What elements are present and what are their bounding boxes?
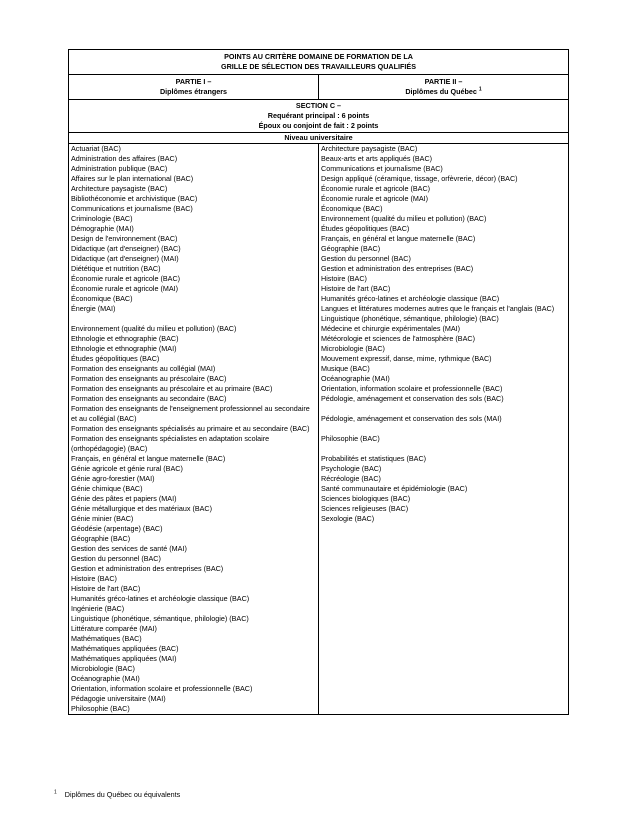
left-list-item: Ethnologie et ethnographie (MAI) xyxy=(71,344,177,353)
left-list-item: Économique (BAC) xyxy=(71,294,133,303)
right-list-item: Linguistique (phonétique, sémantique, philologie) (BAC) xyxy=(321,314,499,323)
right-list-item: Géographie (BAC) xyxy=(321,244,381,253)
left-list-item: Génie agro-forestier (MAI) xyxy=(71,474,155,483)
left-list-item: Administration publique (BAC) xyxy=(71,164,168,173)
right-list-item: Langues et littératures modernes autres que le français et l'anglais (BAC) xyxy=(321,304,555,313)
left-list-item: Architecture paysagiste (BAC) xyxy=(71,184,168,193)
right-list-item: Psychologie (BAC) xyxy=(321,464,382,473)
domain-table xyxy=(68,49,569,715)
partie-2-line-1: PARTIE II – xyxy=(424,77,463,86)
left-list-item xyxy=(71,314,316,324)
left-list-item: Administration des affaires (BAC) xyxy=(71,154,178,163)
right-list-item: Orientation, information scolaire et professionnelle (BAC) xyxy=(321,384,503,393)
right-list-item: Histoire (BAC) xyxy=(321,274,367,283)
left-list-item: Criminologie (BAC) xyxy=(71,214,133,223)
right-list-item: Probabilités et statistiques (BAC) xyxy=(321,454,427,463)
section-line-1: SECTION C – xyxy=(295,101,342,110)
partie-1-line-2: Diplômes étrangers xyxy=(159,87,228,96)
right-list-item: Économie rurale et agricole (MAI) xyxy=(321,194,429,203)
footnote-text: Diplômes du Québec ou équivalents xyxy=(64,790,181,799)
left-list-item: Gestion et administration des entreprises (BAC) xyxy=(71,564,224,573)
section-line-2: Requérant principal : 6 points xyxy=(267,111,370,120)
left-list-item: Ethnologie et ethnographie (BAC) xyxy=(71,334,179,343)
left-list-item: Formation des enseignants au secondaire (BAC) xyxy=(71,394,227,403)
left-list-item: Pédagogie universitaire (MAI) xyxy=(71,694,166,703)
right-list-item: Météorologie et sciences de l'atmosphère (BAC) xyxy=(321,334,475,343)
right-list-item: Français, en général et langue maternelle (BAC) xyxy=(321,234,476,243)
left-list-item: Bibliothéconomie et archivistique (BAC) xyxy=(71,194,198,203)
right-list-item: Études géopolitiques (BAC) xyxy=(321,224,410,233)
left-list-item: Histoire (BAC) xyxy=(71,574,117,583)
left-list-item: Microbiologie (BAC) xyxy=(71,664,135,673)
left-list-item: Didactique (art d'enseigner) (MAI) xyxy=(71,254,179,263)
footnote xyxy=(54,790,180,799)
left-list-item: Humanités gréco-latines et archéologie classique (BAC) xyxy=(71,594,250,603)
left-list-item: Démographie (MAI) xyxy=(71,224,134,233)
right-list-item: Gestion du personnel (BAC) xyxy=(321,254,411,263)
left-list-item: Actuariat (BAC) xyxy=(71,144,121,153)
left-list-item: Gestion des services de santé (MAI) xyxy=(71,544,187,553)
left-list-item: Orientation, information scolaire et professionnelle (BAC) xyxy=(71,684,253,693)
right-list-item: Design appliqué (céramique, tissage, orfèvrerie, décor) (BAC) xyxy=(321,174,518,183)
left-list-item: Formation des enseignants spécialistes en adaptation scolaire (orthopédagogie) (BAC) xyxy=(71,434,270,453)
right-list-item: Sexologie (BAC) xyxy=(321,514,375,523)
right-list-item: Communications et journalisme (BAC) xyxy=(321,164,443,173)
left-list-item: Philosophie (BAC) xyxy=(71,704,130,713)
left-list-item: Design de l'environnement (BAC) xyxy=(71,234,178,243)
left-list-item: Formation des enseignants au préscolaire (BAC) xyxy=(71,374,227,383)
partie-1-line-1: PARTIE I – xyxy=(175,77,212,86)
right-list-item: Mouvement expressif, danse, mime, rythmique (BAC) xyxy=(321,354,492,363)
left-list-item: Océanographie (MAI) xyxy=(71,674,140,683)
left-list-item: Environnement (qualité du milieu et pollution) (BAC) xyxy=(71,324,237,333)
left-list-item: Français, en général et langue maternelle (BAC) xyxy=(71,454,226,463)
right-list-item: Beaux-arts et arts appliqués (BAC) xyxy=(321,154,433,163)
left-list-item: Formation des enseignants au préscolaire et au primaire (BAC) xyxy=(71,384,273,393)
left-list-item: Diététique et nutrition (BAC) xyxy=(71,264,161,273)
title-line-2: GRILLE DE SÉLECTION DES TRAVAILLEURS QUALIFIÉS xyxy=(220,62,416,71)
left-list-item: Formation des enseignants spécialisés au primaire et au secondaire (BAC) xyxy=(71,424,310,433)
right-list-item: Économique (BAC) xyxy=(321,204,383,213)
left-list-item: Littérature comparée (MAI) xyxy=(71,624,157,633)
right-list-item: Océanographie (MAI) xyxy=(321,374,390,383)
right-list-item: Récréologie (BAC) xyxy=(321,474,381,483)
right-list-cell xyxy=(319,144,569,715)
partie-1-header xyxy=(69,75,319,100)
right-list-item: Architecture paysagiste (BAC) xyxy=(321,144,418,153)
left-list-item: Génie chimique (BAC) xyxy=(71,484,143,493)
right-list-item: Sciences religieuses (BAC) xyxy=(321,504,409,513)
left-list-item: Histoire de l'art (BAC) xyxy=(71,584,141,593)
left-list-item: Génie minier (BAC) xyxy=(71,514,134,523)
left-list-item: Études géopolitiques (BAC) xyxy=(71,354,160,363)
left-list-item: Didactique (art d'enseigner) (BAC) xyxy=(71,244,181,253)
left-list-item: Géodésie (arpentage) (BAC) xyxy=(71,524,163,533)
partie-2-header xyxy=(319,75,569,100)
left-list-item: Formation des enseignants au collégial (MAI) xyxy=(71,364,216,373)
section-header xyxy=(69,100,569,133)
left-list-item: Mathématiques appliquées (BAC) xyxy=(71,644,179,653)
right-list-item: Microbiologie (BAC) xyxy=(321,344,385,353)
right-list-item: Pédologie, aménagement et conservation des sols (MAI) xyxy=(321,414,502,423)
left-list-item: Génie des pâtes et papiers (MAI) xyxy=(71,494,177,503)
left-list-item: Économie rurale et agricole (MAI) xyxy=(71,284,179,293)
left-list-item: Génie métallurgique et des matériaux (BAC) xyxy=(71,504,213,513)
right-list-item xyxy=(321,424,566,434)
left-list-item: Économie rurale et agricole (BAC) xyxy=(71,274,181,283)
right-list-item: Gestion et administration des entreprises (BAC) xyxy=(321,264,474,273)
table-title xyxy=(69,50,569,75)
left-list-item: Géographie (BAC) xyxy=(71,534,131,543)
left-list-item: Ingénierie (BAC) xyxy=(71,604,125,613)
right-list-item: Sciences biologiques (BAC) xyxy=(321,494,411,503)
right-list-item: Économie rurale et agricole (BAC) xyxy=(321,184,431,193)
niveau-header: Niveau universitaire xyxy=(69,133,569,144)
right-list-item: Environnement (qualité du milieu et pollution) (BAC) xyxy=(321,214,487,223)
right-list-item xyxy=(321,404,566,414)
left-list-cell xyxy=(69,144,319,715)
section-line-3: Époux ou conjoint de fait : 2 points xyxy=(258,121,379,130)
left-list-item: Linguistique (phonétique, sémantique, philologie) (BAC) xyxy=(71,614,249,623)
right-list-item: Histoire de l'art (BAC) xyxy=(321,284,391,293)
right-list-item: Humanités gréco-latines et archéologie classique (BAC) xyxy=(321,294,500,303)
right-list-item: Médecine et chirurgie expérimentales (MAI) xyxy=(321,324,461,333)
left-list-item: Génie agricole et génie rural (BAC) xyxy=(71,464,183,473)
title-line-1: POINTS AU CRITÈRE DOMAINE DE FORMATION DE LA xyxy=(224,52,413,61)
left-list-item: Affaires sur le plan international (BAC) xyxy=(71,174,194,183)
left-list-item: Formation des enseignants de l'enseignement professionnel au secondaire et au collégial (BAC) xyxy=(71,404,310,423)
right-list-item: Musique (BAC) xyxy=(321,364,370,373)
left-list-item: Communications et journalisme (BAC) xyxy=(71,204,193,213)
right-list-item: Pédologie, aménagement et conservation des sols (BAC) xyxy=(321,394,504,403)
right-list-item: Philosophie (BAC) xyxy=(321,434,380,443)
left-list-item: Mathématiques (BAC) xyxy=(71,634,142,643)
footnote-number: 1 xyxy=(54,789,57,796)
right-list-item: Santé communautaire et épidémiologie (BAC) xyxy=(321,484,468,493)
partie-2-line-2-wrap xyxy=(321,87,566,97)
left-list-item: Énergie (MAI) xyxy=(71,304,116,313)
partie-2-line-2: Diplômes du Québec xyxy=(405,87,477,96)
left-list-item: Gestion du personnel (BAC) xyxy=(71,554,161,563)
left-list-item: Mathématiques appliquées (MAI) xyxy=(71,654,177,663)
right-list-item xyxy=(321,444,566,454)
footnote-marker: 1 xyxy=(478,86,482,93)
